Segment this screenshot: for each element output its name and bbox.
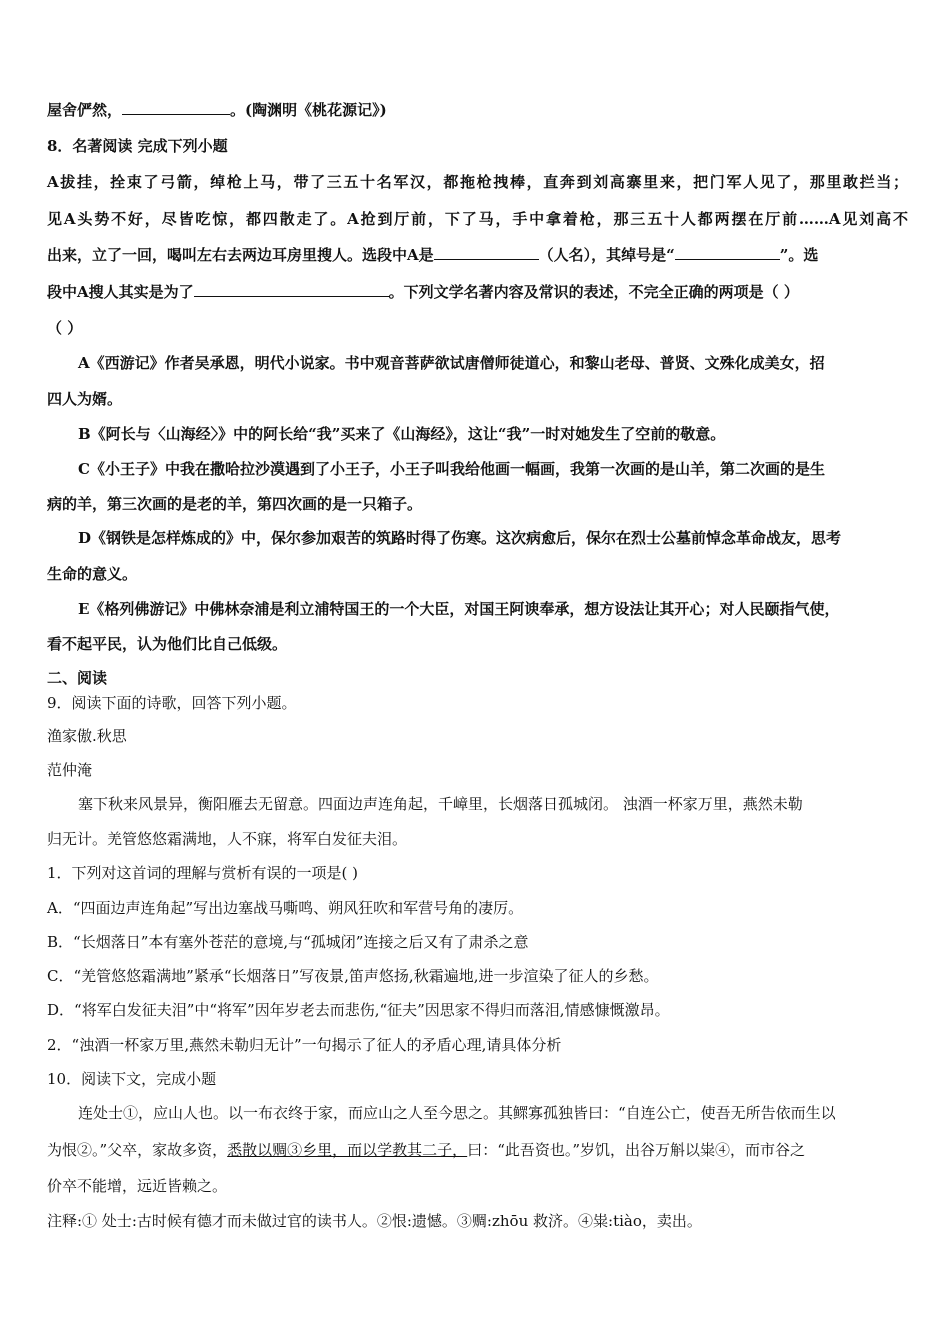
choice-a[interactable]: A．“四面边声连角起”写出边塞战马嘶鸣、朔风狂吹和军营号角的凄厉。 xyxy=(47,899,524,917)
choice-c[interactable]: C．“羌管悠悠霜满地”紧承“长烟落日”写夜景,笛声悠扬,秋霜遍地,进一步渲染了征人的乡愁。 xyxy=(47,967,659,985)
prose-line: 连处士①，应山人也。以一布衣终于家，而应山之人至今思之。其鳏寡孤独皆曰：“自连公亡，使吾无所告依而生以 xyxy=(78,1104,836,1122)
choice-b[interactable]: B．“长烟落日”本有塞外苍茫的意境,与“孤城闭”连接之后又有了肃杀之意 xyxy=(47,933,529,951)
sub-question-1: 1．下列对这首词的理解与赏析有误的一项是( ) xyxy=(47,864,359,882)
option-a: A《西游记》作者吴承恩，明代小说家。书中观音菩萨欲试唐僧师徒道心，和黎山老母、普贤、文殊化成美女，招 xyxy=(78,354,825,372)
option-c-cont: 病的羊，第三次画的是老的羊，第四次画的是一只箱子。 xyxy=(47,495,423,513)
poem-line: 归无计。羌管悠悠霜满地，人不寐，将军白发征夫泪。 xyxy=(47,830,408,848)
option-e: E《格列佛游记》中佛林奈浦是利立浦特国王的一个大臣，对国王阿谀奉承，想方设法让其开心；对人民颐指气使， xyxy=(78,600,840,618)
question-10-heading: 10．阅读下文，完成小题 xyxy=(47,1070,217,1088)
purpose-blank[interactable] xyxy=(194,282,389,297)
question-8-heading: 8．名著阅读 完成下列小题 xyxy=(47,137,228,155)
passage-text: （人名），其绰号是“ xyxy=(538,246,675,264)
option-b: B《阿长与〈山海经〉》中的阿长给“我”买来了《山海经》，这让“我”一时对她发生了空前的敬意。 xyxy=(78,425,726,443)
poem-title: 渔家傲.秋思 xyxy=(47,727,127,745)
prose-line: 价卒不能增，远近皆赖之。 xyxy=(47,1177,228,1195)
passage-line xyxy=(47,245,908,265)
question-9-heading: 9．阅读下面的诗歌，回答下列小题。 xyxy=(47,694,297,712)
annotation-note: 注释:① 处士:古时候有德才而未做过官的读书人。②恨:遗憾。③赒:zhōu 救济。④粜:tiào，卖出。 xyxy=(47,1212,702,1230)
option-d-cont: 生命的意义。 xyxy=(47,565,138,583)
fill-text: 。(陶渊明《桃花源记》) xyxy=(230,101,387,119)
option-e-cont: 看不起平民，认为他们比自己低级。 xyxy=(47,635,288,653)
passage-text: 。下列文学名著内容及常识的表述，不完全正确的两项是（ ） xyxy=(388,283,799,301)
section-heading: 二、阅读 xyxy=(47,669,108,687)
fill-text: 屋舍俨然， xyxy=(47,101,123,119)
nickname-blank[interactable] xyxy=(675,245,780,260)
prose-text: 为恨②。”父卒，家故多资， xyxy=(47,1141,228,1159)
name-blank[interactable] xyxy=(434,245,539,260)
passage-line xyxy=(47,282,908,302)
answer-blank[interactable] xyxy=(122,100,230,115)
prose-text: 曰：“此吾资也。”岁饥，出谷万斛以粜④，而市谷之 xyxy=(467,1141,806,1159)
option-d: D《钢铁是怎样炼成的》中，保尔参加艰苦的筑路时得了伤寒。这次病愈后，保尔在烈士公墓前悼念革命战友，思考 xyxy=(78,529,842,547)
option-a-cont: 四人为婿。 xyxy=(47,390,123,408)
passage-line: A拔挂，拴束了弓箭，绰枪上马，带了三五十名军汉，都拖枪拽棒，直奔到刘高寨里来，把门军人见了，那里敢拦当； xyxy=(47,173,908,191)
answer-bracket: （ ） xyxy=(47,319,83,337)
passage-text: 段中A搜人其实是为了 xyxy=(47,283,194,301)
passage-text: ”。选 xyxy=(779,246,819,264)
passage-text: 出来，立了一回，喝叫左右去两边耳房里搜人。选段中A是 xyxy=(47,246,434,264)
prose-line xyxy=(47,1140,908,1160)
poem-line: 塞下秋来风景异，衡阳雁去无留意。四面边声连角起，千嶂里，长烟落日孤城闭。 浊酒一杯家万里，燕然未勒 xyxy=(78,795,803,813)
choice-d[interactable]: D．“将军白发征夫泪”中“将军”因年岁老去而悲伤,“征夫”因思家不得归而落泪,情感慷慨激昂。 xyxy=(47,1001,670,1019)
poem-fill-line xyxy=(47,100,908,120)
sub-question-2: 2．“浊酒一杯家万里,燕然未勒归无计”一句揭示了征人的矛盾心理,请具体分析 xyxy=(47,1036,562,1054)
underlined-sentence: 悉散以赒③乡里，而以学教其二子， xyxy=(227,1141,468,1159)
passage-line: 见A头势不好，尽皆吃惊，都四散走了。A抢到厅前，下了马，手中拿着枪，那三五十人都两摆在厅前……A见刘高不 xyxy=(47,210,908,228)
option-c: C《小王子》中我在撒哈拉沙漠遇到了小王子，小王子叫我给他画一幅画，我第一次画的是山羊，第二次画的是生 xyxy=(78,460,825,478)
poem-author: 范仲淹 xyxy=(47,761,93,779)
